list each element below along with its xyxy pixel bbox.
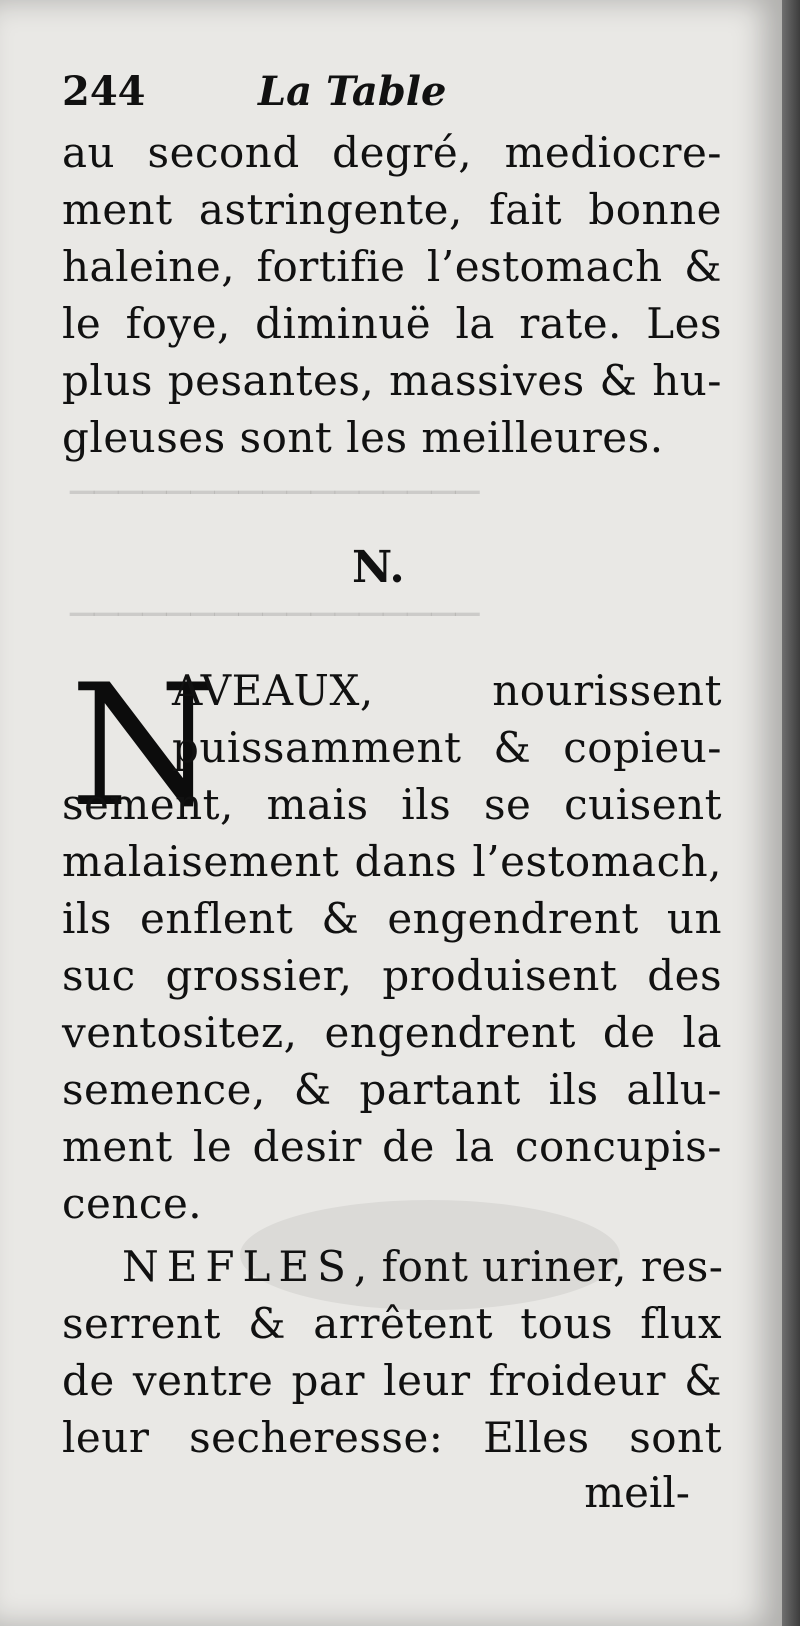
- text-line: ment astringente, fait bonne: [62, 185, 722, 234]
- text-line: ventositez, engendrent de la: [62, 1008, 722, 1057]
- text-fragment: , font uriner, res-: [353, 1242, 724, 1291]
- text-line: haleine, fortifie l’estomach &: [62, 242, 722, 291]
- text-line: au second degré, mediocre-: [62, 128, 722, 177]
- drop-cap: N: [70, 648, 217, 844]
- text-line: gleuses sont les meilleures.: [62, 413, 664, 462]
- paragraph-1: [62, 124, 722, 466]
- text-line: ment le desir de la concupis-: [62, 1122, 722, 1171]
- text-line: semence, & partant ils allu-: [62, 1065, 722, 1114]
- paragraph-3: [62, 1238, 722, 1466]
- text-line: le foye, diminuë la rate. Les: [62, 299, 722, 348]
- show-through-line: ─────────────────: [70, 592, 480, 638]
- text-line: suc grossier, produisent des: [62, 951, 722, 1000]
- paragraph-2: [62, 648, 722, 1232]
- text-line: [62, 1238, 722, 1295]
- lead-word: NEFLES: [122, 1242, 354, 1291]
- text-line: ils enflent & engendrent un: [62, 894, 722, 943]
- text-line: cence.: [62, 1179, 203, 1228]
- catchword: meil-: [584, 1468, 690, 1517]
- text-line: puissamment & copieu-: [172, 723, 722, 772]
- page-number: 244: [62, 68, 146, 115]
- running-title: La Table: [258, 68, 447, 115]
- text-line: malaisement dans l’estomach,: [62, 837, 722, 886]
- text-line: sement, mais ils se cuisent: [62, 780, 722, 829]
- text-line: AVEAUX, nourissent: [172, 666, 722, 715]
- text-line: de ventre par leur froideur &: [62, 1356, 722, 1405]
- section-heading: N.: [352, 542, 405, 593]
- show-through-line: ─────────────────: [70, 470, 480, 516]
- text-line: plus pesantes, massives & hu-: [62, 356, 722, 405]
- text-line: serrent & arrêtent tous flux: [62, 1299, 722, 1348]
- page-header: [62, 68, 702, 118]
- text-line: leur secheresse: Elles sont: [62, 1413, 722, 1462]
- book-gutter: [782, 0, 800, 1626]
